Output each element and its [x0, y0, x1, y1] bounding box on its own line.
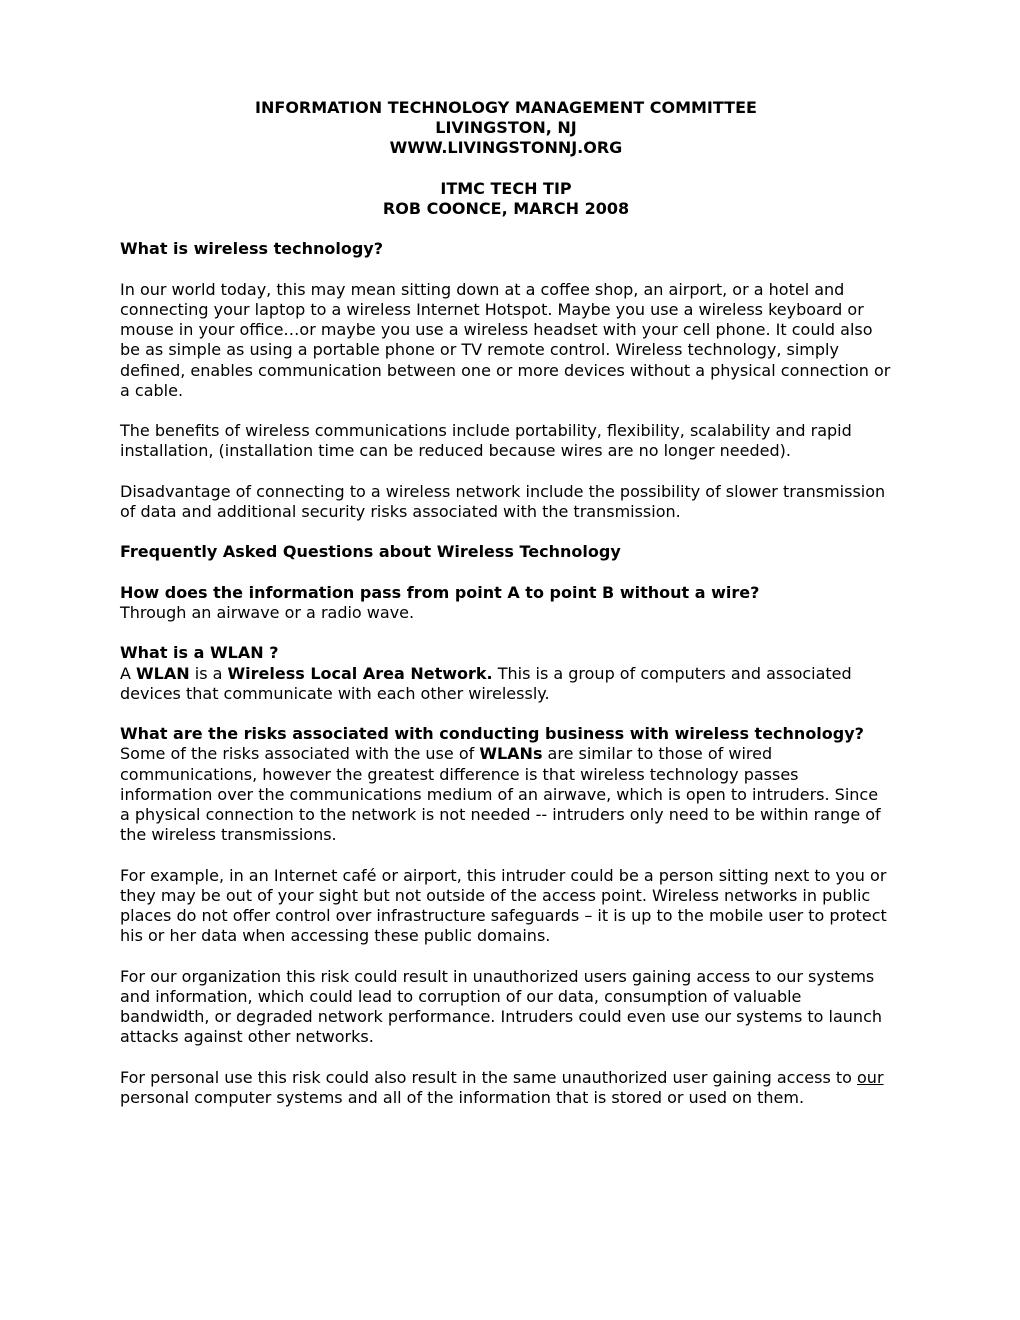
faq-item-3: What are the risks associated with conducting business with wireless technology? Some of the risks associated with the use of WLANs are similar to those of wired communications, however the greatest difference is that wireless technology passes information over the communications medium of an airwave, which is open to intruders. Since a physical connection to the network is not needed -- intruders only need to be within range of the wireless transmissions. — [120, 724, 892, 845]
faq-item-1 — [120, 583, 892, 623]
faq-question-2: What is a WLAN ? — [120, 643, 279, 663]
spacer — [120, 219, 892, 239]
org-name: INFORMATION TECHNOLOGY MANAGEMENT COMMITTEE — [255, 98, 757, 117]
intro-paragraph-2: The benefits of wireless communications include portability, flexibility, scalability and rapid installation, (installation time can be reduced because wires are no longer needed). — [120, 421, 852, 461]
faq-item-2: What is a WLAN ? A WLAN is a Wireless Local Area Network. This is a group of computers and associated devices that communicate with each other wirelessly. — [120, 643, 892, 704]
organization-risk-paragraph: For our organization this risk could result in unauthorized users gaining access to our systems and information, which could lead to corruption of our data, consumption of valuable bandwidth, or degraded network performance. Intruders could even use our systems to launch attacks against other networks. — [120, 966, 882, 1047]
byline: ROB COONCE, MARCH 2008 — [382, 199, 630, 218]
intro-paragraph-1: In our world today, this may mean sitting down at a coffee shop, an airport, or a hotel and connecting your laptop to a wireless Internet Hotspot. Maybe you use a wireless keyboard or mouse in your office…or maybe you use a wireless headset with your cell phone. It could also be as simple as using a portable phone or TV remote control. Wireless technology, simply defined, enables communication between one or more devices without a physical connection or a cable. — [120, 279, 891, 400]
example-paragraph: For example, in an Internet café or airport, this intruder could be a person sitting next to you or they may be out of your sight but not outside of the access point. Wireless networks in public places do not offer control over infrastructure safeguards – it is up to the mobile user to protect his or her data when accessing these public domains. — [120, 865, 887, 946]
spacer — [120, 159, 892, 179]
faq-question-3: What are the risks associated with conducting business with wireless technology? — [120, 724, 864, 744]
personal-risk-paragraph: For personal use this risk could also result in the same unauthorized user gaining access to our personal computer systems and all of the information that is stored or used on them. — [120, 1067, 884, 1107]
tip-title: ITMC TECH TIP — [440, 178, 572, 198]
faq-question-1: How does the information pass from point A to point B without a wire? — [120, 582, 760, 602]
faq-title: Frequently Asked Questions about Wireless Technology — [120, 542, 621, 562]
faq-answer-1: Through an airwave or a radio wave. — [120, 602, 415, 622]
website: WWW.LIVINGSTONNJ.ORG — [389, 138, 623, 158]
intro-paragraph-3: Disadvantage of connecting to a wireless network include the possibility of slower transmission of data and additional security risks associated with the transmission. — [120, 481, 886, 521]
city: LIVINGSTON, NJ — [435, 118, 577, 138]
document-page — [120, 98, 892, 1128]
question-heading: What is wireless technology? — [120, 239, 383, 259]
